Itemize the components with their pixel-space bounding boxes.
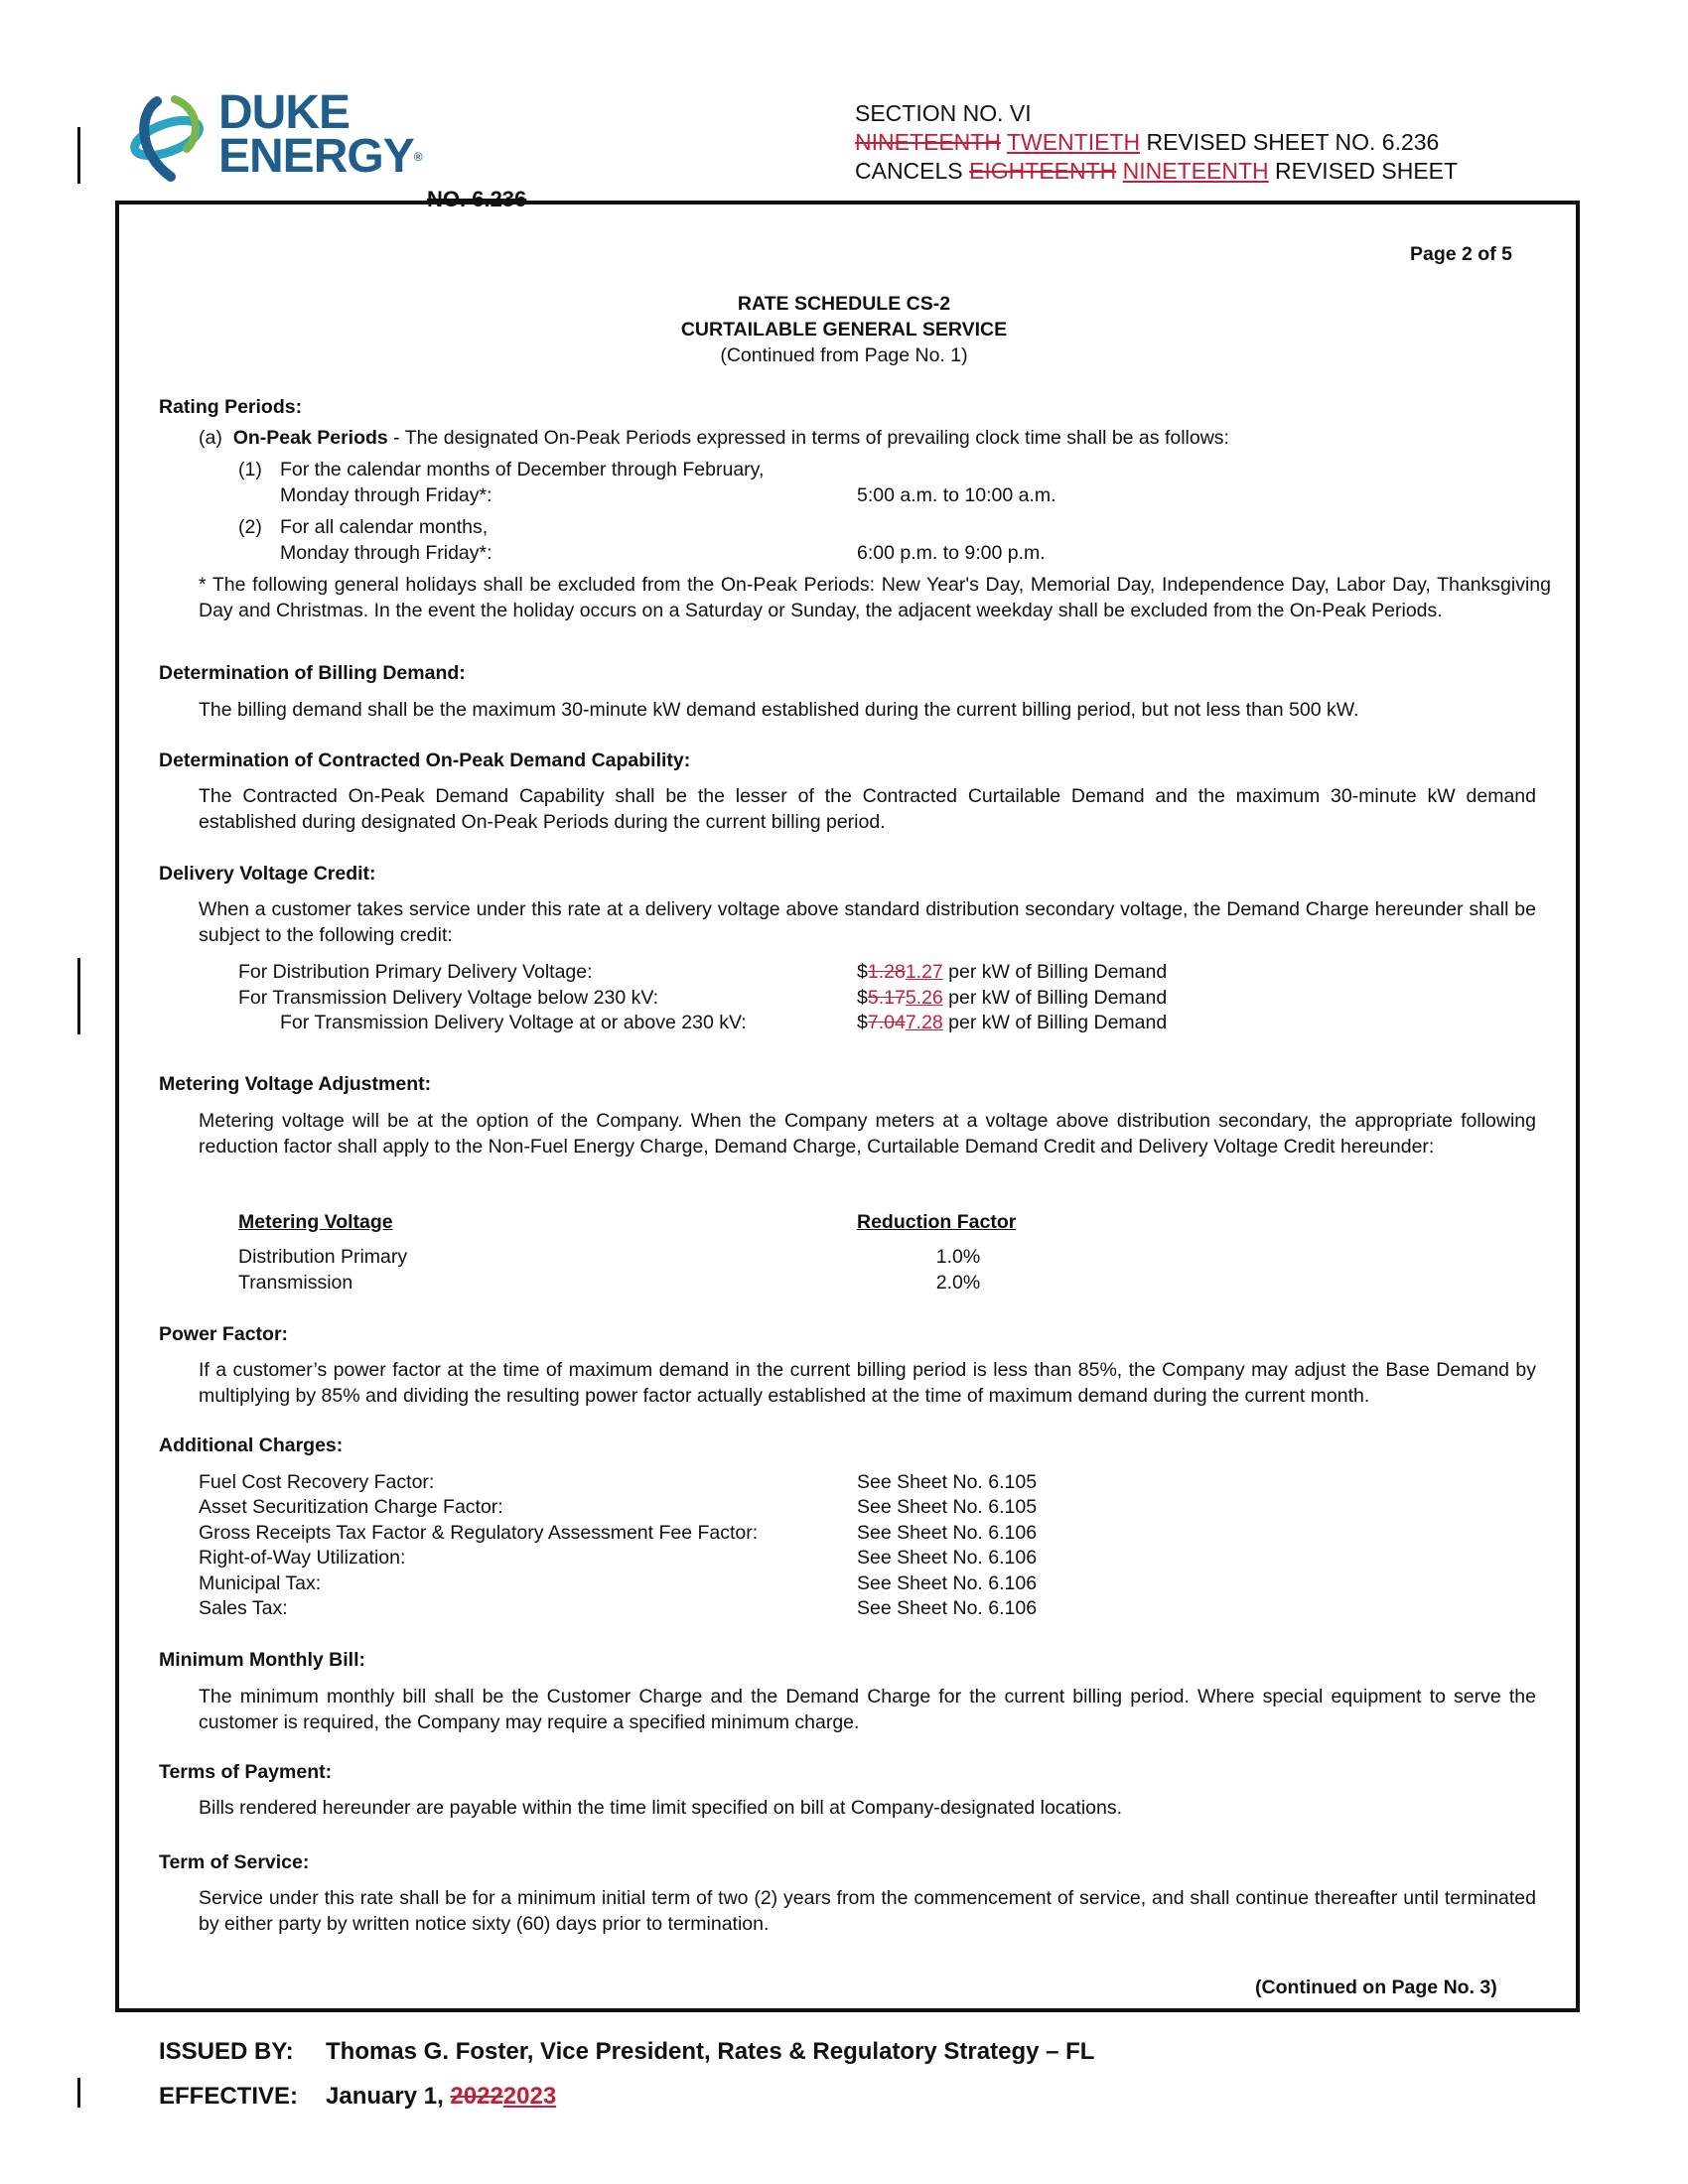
term-service-text: Service under this rate shall be for a minimum initial term of two (2) years from the commencement of service, and shall continue thereafter until terminated by either party by written notice sixty (60) days prior to termination.: [199, 1887, 1536, 1935]
metering-col-voltage: Metering Voltage: [238, 1211, 393, 1233]
page-label: Page 2 of 5: [1410, 243, 1512, 265]
charge-label: Asset Securitization Charge Factor:: [199, 1496, 503, 1518]
on-peak-bold: On-Peak Periods: [232, 427, 388, 449]
deleted-rate: 5.17: [867, 987, 906, 1009]
inserted-revision: NINETEENTH: [1122, 158, 1269, 184]
duke-energy-logo: [127, 86, 422, 187]
charge-ref: See Sheet No. 6.106: [857, 1572, 1038, 1594]
registered-mark: ®: [413, 150, 422, 164]
period-2-num: (2): [238, 516, 262, 538]
deleted-rate: 1.28: [867, 961, 906, 983]
revision-bar: [77, 958, 80, 1034]
effective-date-prefix: January 1,: [326, 2083, 451, 2110]
term-service-heading: Term of Service:: [159, 1851, 310, 1873]
effective-label: EFFECTIVE:: [159, 2083, 299, 2110]
delivery-row-rate: [857, 1011, 1167, 1036]
section-number: SECTION NO. VI: [855, 100, 1032, 126]
logo-text-energy: ENERGY: [218, 130, 414, 183]
revision-bar: [77, 127, 80, 184]
on-peak-line: [199, 426, 1229, 452]
inserted-rate: 7.28: [905, 1012, 943, 1033]
deleted-revision: EIGHTEENTH: [969, 158, 1117, 184]
delivery-row-rate: [857, 986, 1167, 1012]
delivery-row-label: For Distribution Primary Delivery Voltage:: [238, 961, 593, 983]
revision-bar: [77, 2078, 80, 2108]
continued-from: (Continued from Page No. 1): [720, 344, 968, 366]
minimum-bill-heading: Minimum Monthly Bill:: [159, 1649, 365, 1671]
power-factor-text: If a customer’s power factor at the time of maximum demand in the current billing period is less than 85%, the Company may adjust the Base Demand by multiplying by 85% and dividing the resulting power factor actually established at the time of maximum demand during the current month.: [199, 1359, 1536, 1407]
rating-periods-heading: Rating Periods:: [159, 396, 303, 418]
charge-ref: See Sheet No. 6.106: [857, 1522, 1038, 1544]
on-peak-text: - The designated On-Peak Periods expressed in terms of prevailing clock time shall be as follows:: [387, 427, 1229, 449]
cancels-label: CANCELS: [855, 158, 963, 184]
logo-mark-icon: [127, 93, 212, 183]
charge-ref: See Sheet No. 6.106: [857, 1597, 1038, 1619]
metering-row-factor: 1.0%: [935, 1246, 981, 1268]
metering-row-factor: 2.0%: [935, 1272, 981, 1294]
minimum-bill-text: The minimum monthly bill shall be the Customer Charge and the Demand Charge for the current billing period. Where special equipment to serve the customer is required, the Company may require a specified minimum charge.: [199, 1686, 1536, 1733]
issued-by-label: ISSUED BY:: [159, 2038, 294, 2065]
cancels-sheet-line: [855, 157, 1458, 186]
inserted-year: 2023: [502, 2083, 557, 2110]
delivery-row-label: For Transmission Delivery Voltage below 230 kV:: [238, 987, 659, 1009]
currency: $: [857, 961, 868, 983]
additional-charges-heading: Additional Charges:: [159, 1434, 344, 1456]
effective-date: [326, 2083, 556, 2111]
period-2-line1: For all calendar months,: [280, 516, 489, 538]
deleted-year: 2022: [450, 2083, 503, 2110]
metering-row-voltage: Distribution Primary: [238, 1246, 408, 1268]
period-1-line1: For the calendar months of December through February,: [280, 459, 765, 480]
charge-label: Municipal Tax:: [199, 1572, 322, 1594]
metering-col-factor: Reduction Factor: [857, 1211, 1017, 1233]
deleted-rate: 7.04: [867, 1012, 906, 1033]
terms-payment-heading: Terms of Payment:: [159, 1761, 333, 1783]
rate-unit: per kW of Billing Demand: [942, 987, 1168, 1009]
delivery-credit-text: When a customer takes service under this rate at a delivery voltage above standard distribution secondary voltage, the Demand Charge hereunder shall be subject to the following credit:: [199, 898, 1536, 946]
charge-label: Sales Tax:: [199, 1597, 288, 1619]
terms-payment-text: Bills rendered hereunder are payable within the time limit specified on bill at Company-designated locations.: [199, 1797, 1123, 1819]
schedule-subtitle: CURTAILABLE GENERAL SERVICE: [680, 319, 1008, 341]
issued-by-value: Thomas G. Foster, Vice President, Rates & Regulatory Strategy – FL: [326, 2038, 1095, 2065]
logo-wordmark: [218, 86, 422, 183]
period-1-line2: Monday through Friday*:: [280, 484, 492, 506]
continued-on: (Continued on Page No. 3): [1255, 1977, 1497, 1998]
schedule-title: RATE SCHEDULE CS-2: [737, 293, 951, 315]
old-sheet-number-text: NO. 6.236: [427, 187, 527, 211]
delivery-row-rate: [857, 960, 1167, 986]
item-label: (a): [199, 427, 222, 449]
currency: $: [857, 987, 868, 1009]
metering-row-voltage: Transmission: [238, 1272, 353, 1294]
charge-ref: See Sheet No. 6.105: [857, 1496, 1038, 1518]
metering-text: Metering voltage will be at the option of the Company. When the Company meters at a voltage above distribution secondary, the appropriate following reduction factor shall apply to the Non-Fuel Energy Charge, Demand Charge, Curtailable Demand Credit and Delivery Voltage Credit hereunder:: [199, 1110, 1536, 1158]
rate-unit: per kW of Billing Demand: [942, 1012, 1168, 1033]
inserted-revision: TWENTIETH: [1006, 129, 1141, 155]
period-2-line2: Monday through Friday*:: [280, 542, 492, 564]
inserted-rate: 5.26: [905, 987, 943, 1009]
period-1-time: 5:00 a.m. to 10:00 a.m.: [857, 484, 1056, 506]
charge-label: Fuel Cost Recovery Factor:: [199, 1471, 435, 1493]
billing-demand-text: The billing demand shall be the maximum 30-minute kW demand established during the current billing period, but not less than 500 kW.: [199, 699, 1359, 721]
charge-label: Right-of-Way Utilization:: [199, 1547, 406, 1569]
charge-ref: See Sheet No. 6.106: [857, 1547, 1038, 1569]
period-1-num: (1): [238, 459, 262, 480]
holiday-note: * The following general holidays shall be excluded from the On-Peak Periods: New Year's Day, Memorial Day, Independence Day, Labor Day, Thanksgiving Day and Christmas. In the event the holiday occurs on a Saturday or Sunday, the adjacent weekday shall be excluded from the On-Peak Periods.: [199, 574, 1551, 621]
revised-sheet-text: REVISED SHEET NO. 6.236: [1146, 129, 1440, 155]
contracted-text: The Contracted On-Peak Demand Capability shall be the lesser of the Contracted Curtailable Demand and the maximum 30-minute kW demand established during designated On-Peak Periods during the current billing period.: [199, 785, 1536, 833]
logo-text-duke: DUKE: [218, 86, 351, 139]
charge-label: Gross Receipts Tax Factor & Regulatory Assessment Fee Factor:: [199, 1522, 759, 1544]
charge-ref: See Sheet No. 6.105: [857, 1471, 1038, 1493]
power-factor-heading: Power Factor:: [159, 1323, 289, 1345]
period-2-time: 6:00 p.m. to 9:00 p.m.: [857, 542, 1046, 564]
billing-demand-heading: Determination of Billing Demand:: [159, 662, 466, 684]
cancels-sheet-text: REVISED SHEET: [1275, 158, 1459, 184]
metering-heading: Metering Voltage Adjustment:: [159, 1073, 432, 1095]
rate-unit: per kW of Billing Demand: [942, 961, 1168, 983]
sheet-header: [855, 99, 1458, 186]
delivery-credit-heading: Delivery Voltage Credit:: [159, 863, 376, 885]
delivery-row-label: For Transmission Delivery Voltage at or above 230 kV:: [280, 1012, 747, 1033]
inserted-rate: 1.27: [905, 961, 943, 983]
revised-sheet-line: [855, 128, 1458, 157]
currency: $: [857, 1012, 868, 1033]
deleted-revision: NINETEENTH: [855, 129, 1001, 155]
contracted-heading: Determination of Contracted On-Peak Demand Capability:: [159, 750, 691, 771]
